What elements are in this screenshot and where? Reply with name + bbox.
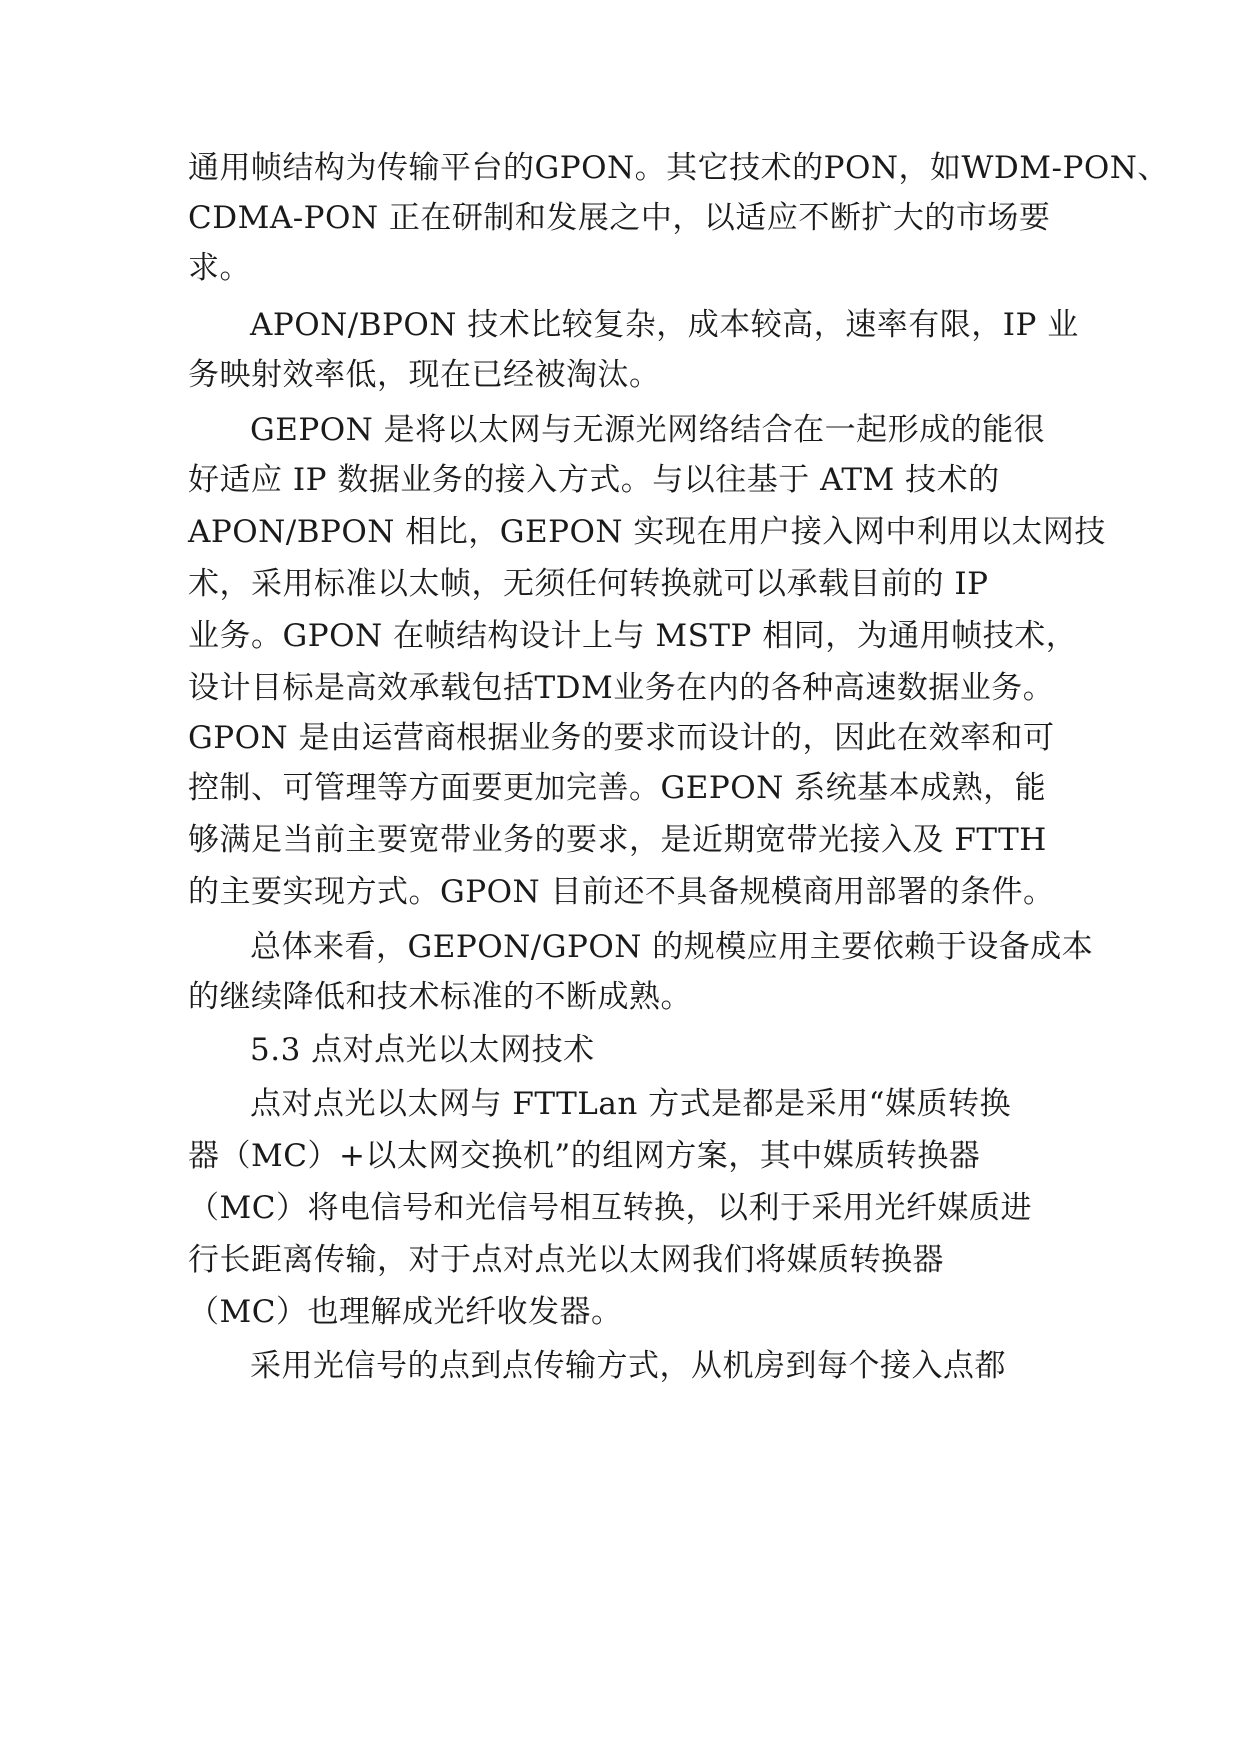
paragraph-gepon-line-7: GPON 是由运营商根据业务的要求而设计的，因此在效率和可 bbox=[188, 720, 1055, 756]
paragraph-gepon-line-3: APON/BPON 相比，GEPON 实现在用户接入网中利用以太网技 bbox=[188, 514, 1106, 550]
paragraph-gepon-line-4: 术，采用标准以太帧，无须任何转换就可以承载目前的 IP bbox=[188, 566, 989, 602]
paragraph-intro-line-2: CDMA-PON 正在研制和发展之中，以适应不断扩大的市场要 bbox=[188, 200, 1051, 236]
paragraph-intro-line-3: 求。 bbox=[188, 250, 251, 286]
paragraph-apon-line-1: APON/BPON 技术比较复杂，成本较高，速率有限，IP 业 bbox=[250, 307, 1079, 343]
paragraph-intro-line-1: 通用帧结构为传输平台的GPON。其它技术的PON，如WDM-PON、 bbox=[188, 150, 1169, 186]
paragraph-gepon-line-6: 设计目标是高效承载包括TDM业务在内的各种高速数据业务。 bbox=[188, 670, 1055, 706]
section-heading: 5.3 点对点光以太网技术 bbox=[250, 1032, 595, 1068]
paragraph-p2p-line-5: （MC）也理解成光纤收发器。 bbox=[188, 1294, 623, 1330]
paragraph-gepon-line-8: 控制、可管理等方面要更加完善。GEPON 系统基本成熟，能 bbox=[188, 770, 1047, 806]
paragraph-p2p-line-2: 器（MC）+以太网交换机”的组网方案，其中媒质转换器 bbox=[188, 1138, 981, 1174]
paragraph-p2p-line-3: （MC）将电信号和光信号相互转换，以利于采用光纤媒质进 bbox=[188, 1190, 1032, 1226]
paragraph-p2p-line-4: 行长距离传输，对于点对点光以太网我们将媒质转换器 bbox=[188, 1242, 944, 1278]
paragraph-gepon-line-2: 好适应 IP 数据业务的接入方式。与以往基于 ATM 技术的 bbox=[188, 462, 1000, 498]
paragraph-gepon-line-1: GEPON 是将以太网与无源光网络结合在一起形成的能很 bbox=[250, 412, 1046, 448]
paragraph-gepon-line-5: 业务。GPON 在帧结构设计上与 MSTP 相同，为通用帧技术， bbox=[188, 618, 1078, 654]
paragraph-apon-line-2: 务映射效率低，现在已经被淘汰。 bbox=[188, 357, 661, 393]
paragraph-summary-line-2: 的继续降低和技术标准的不断成熟。 bbox=[188, 979, 692, 1015]
paragraph-gepon-line-9: 够满足当前主要宽带业务的要求，是近期宽带光接入及 FTTH bbox=[188, 822, 1047, 858]
paragraph-last-line-1: 采用光信号的点到点传输方式，从机房到每个接入点都 bbox=[250, 1348, 1006, 1384]
paragraph-summary-line-1: 总体来看，GEPON/GPON 的规模应用主要依赖于设备成本 bbox=[250, 929, 1094, 965]
paragraph-p2p-line-1: 点对点光以太网与 FTTLan 方式是都是采用“媒质转换 bbox=[250, 1086, 1012, 1122]
paragraph-gepon-line-10: 的主要实现方式。GPON 目前还不具备规模商用部署的条件。 bbox=[188, 874, 1055, 910]
